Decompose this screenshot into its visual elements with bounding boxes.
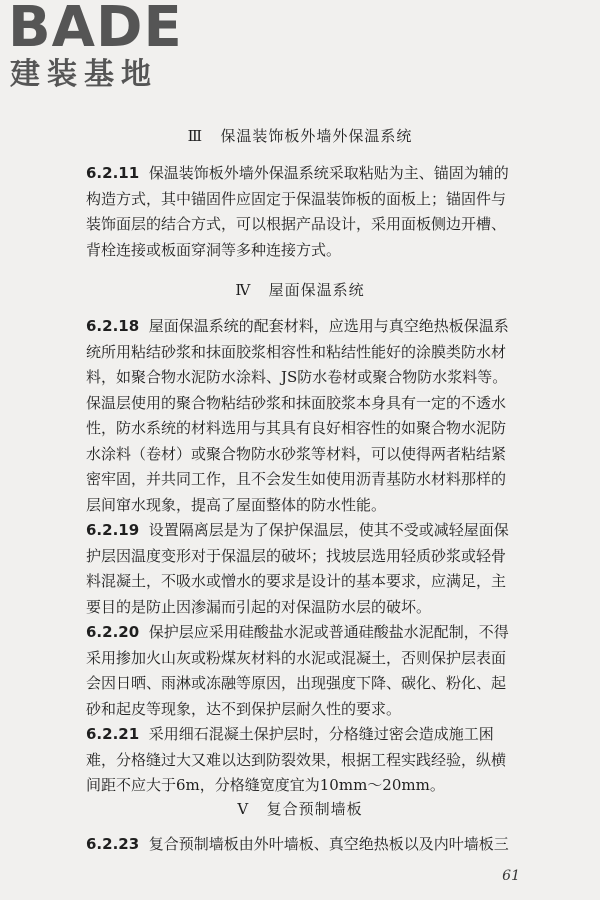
clause-number: 6.2.19 <box>86 521 140 539</box>
clause-line: 采用掺加火山灰或粉煤灰材料的水泥或混凝土，否则保护层表面 <box>86 648 507 667</box>
clause-6-2-20 <box>86 620 526 722</box>
clause-number: 6.2.20 <box>86 623 140 641</box>
clause-line: 间距不应大于6m，分格缝宽度宜为10mm～20mm。 <box>86 776 445 794</box>
clause-line: 构造方式，其中锚固件应固定于保温装饰板的面板上；锚固件与 <box>86 189 507 208</box>
clause-6-2-23 <box>86 832 526 858</box>
clause-6-2-21 <box>86 722 526 799</box>
clause-line: 难，分格缝过大又难以达到防裂效果，根据工程实践经验，纵横 <box>86 750 507 769</box>
clause-6-2-18 <box>86 314 526 518</box>
clause-line: 屋面保温系统的配套材料，应选用与真空绝热板保温系 <box>148 317 509 335</box>
clause-line: 装饰面层的结合方式，可以根据产品设计，采用面板侧边开槽、 <box>86 215 507 233</box>
clause-6-2-19 <box>86 518 526 620</box>
clause-line: 砂和起皮等现象，达不到保护层耐久性的要求。 <box>86 699 402 718</box>
section-roman: Ⅳ <box>235 281 252 299</box>
section-title-iii <box>0 125 600 146</box>
section-title-text: 复合预制墙板 <box>266 800 363 818</box>
clause-number: 6.2.18 <box>86 317 140 335</box>
clause-6-2-11 <box>86 161 526 263</box>
clause-line: 层间窜水现象，提高了屋面整体的防水性能。 <box>86 495 387 514</box>
section-title-v <box>0 798 600 819</box>
clause-line: 会因日晒、雨淋或冻融等原因，出现强度下降、碳化、粉化、起 <box>86 674 507 692</box>
page-number: 61 <box>502 868 520 884</box>
clause-line: 复合预制墙板由外叶墙板、真空绝热板以及内叶墙板三 <box>148 835 509 853</box>
clause-line: 密牢固，并共同工作，且不会发生如使用沥青基防水材料那样的 <box>86 470 507 488</box>
clause-line: 保护层应采用硅酸盐水泥或普通硅酸盐水泥配制，不得 <box>148 623 509 641</box>
clause-line: 采用细石混凝土保护层时，分格缝过密会造成施工困 <box>148 725 494 743</box>
clause-line: 保温装饰板外墙外保温系统采取粘贴为主、锚固为辅的 <box>148 164 509 182</box>
clause-line: 设置隔离层是为了保护保温层，使其不受或减轻屋面保 <box>148 521 509 539</box>
clause-line: 水涂料（卷材）或聚合物防水砂浆等材料，可以使得两者粘结紧 <box>86 444 507 463</box>
section-roman: Ⅲ <box>187 127 204 145</box>
clause-number: 6.2.23 <box>86 835 140 853</box>
clause-line: 性，防水系统的材料选用与其具有良好相容性的如聚合物水泥防 <box>86 419 507 437</box>
clause-number: 6.2.21 <box>86 725 140 743</box>
clause-line: 要目的是防止因渗漏而引起的对保温防水层的破坏。 <box>86 597 432 616</box>
clause-number: 6.2.11 <box>86 164 140 182</box>
section-roman: Ⅴ <box>237 800 250 818</box>
clause-line: 保温层使用的聚合物粘结砂浆和抹面胶浆本身具有一定的不透水 <box>86 393 507 412</box>
clause-line: 料混凝土，不吸水或憎水的要求是设计的基本要求，应满足，主 <box>86 572 507 590</box>
clause-line: 护层因温度变形对于保温层的破坏；找坡层选用轻质砂浆或轻骨 <box>86 546 507 565</box>
section-title-text: 保温装饰板外墙外保温系统 <box>220 127 413 145</box>
section-title-text: 屋面保温系统 <box>268 281 365 299</box>
clause-line: 统所用粘结砂浆和抹面胶浆相容性和粘结性能好的涂膜类防水材 <box>86 342 507 361</box>
bade-watermark-logo <box>8 0 183 100</box>
clause-line: 料，如聚合物水泥防水涂料、JS防水卷材或聚合物防水浆料等。 <box>86 368 508 386</box>
section-title-iv <box>0 279 600 300</box>
clause-line: 背栓连接或板面穿洞等多种连接方式。 <box>86 240 342 259</box>
logo-brand-text: BADE <box>8 0 183 60</box>
logo-subtitle-text: 建装基地 <box>10 57 158 92</box>
